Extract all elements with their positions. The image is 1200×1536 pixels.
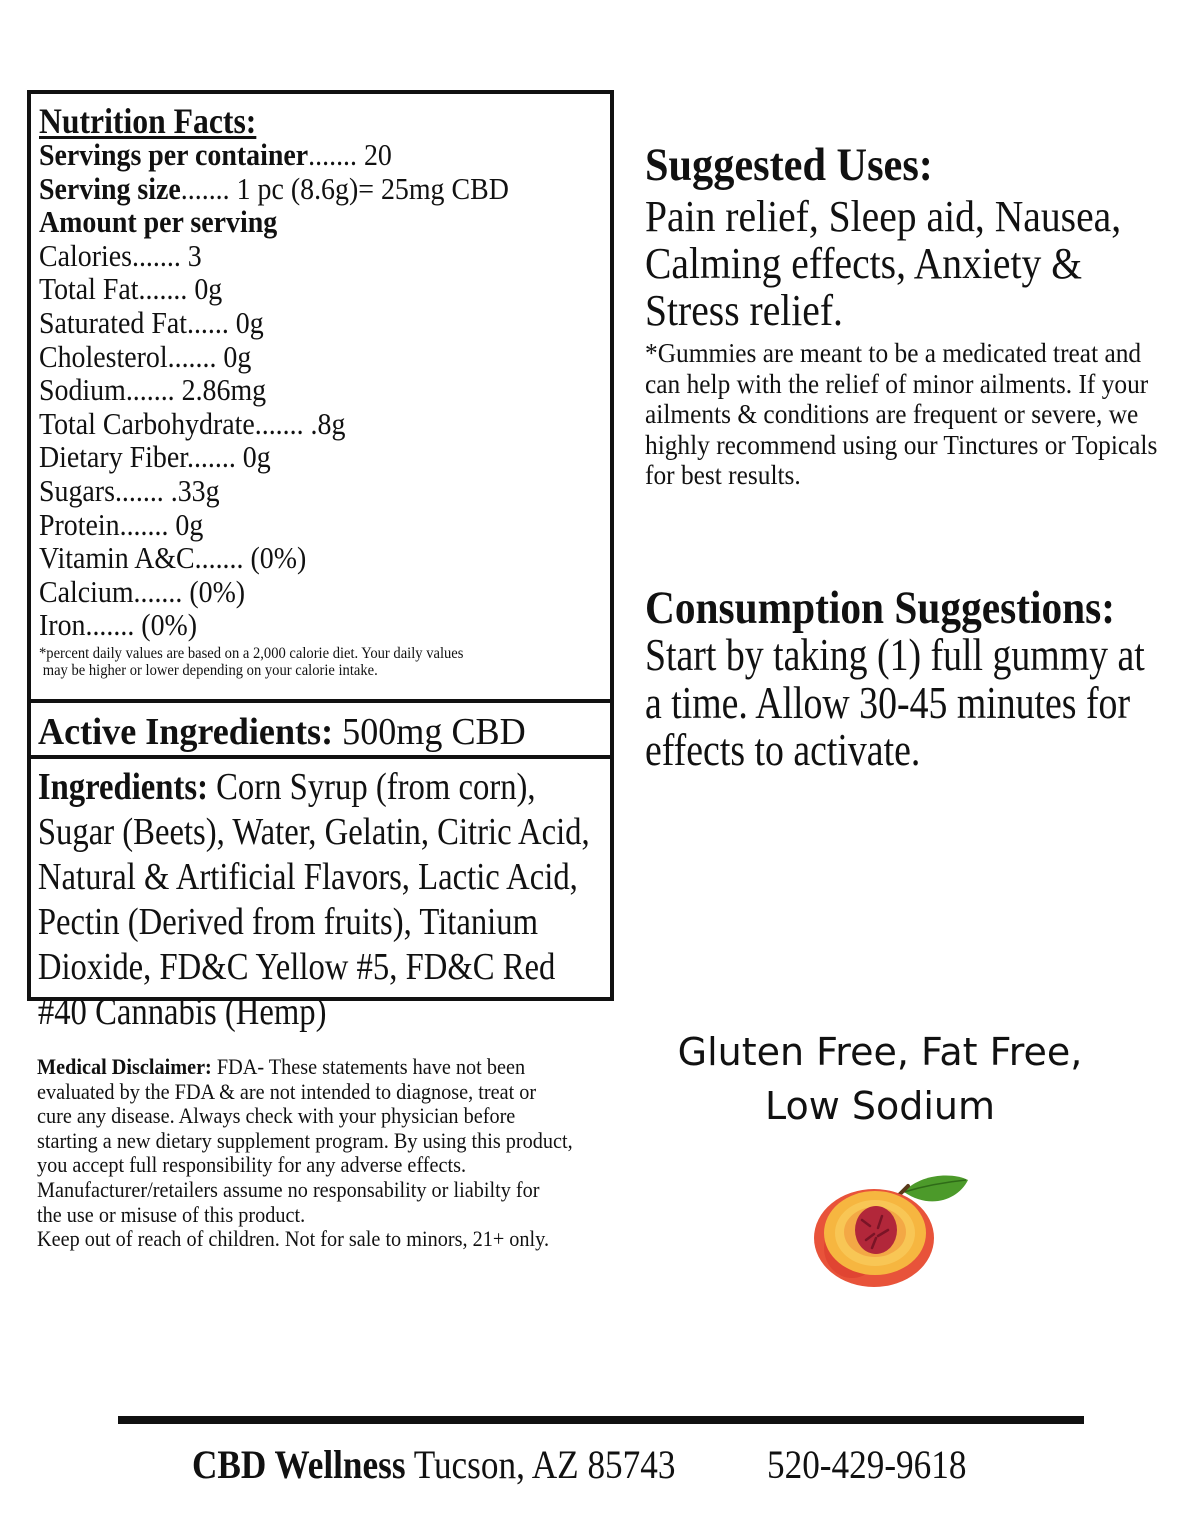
disclaimer-text: FDA- These statements have not been bbox=[211, 1054, 526, 1079]
nutrient-row: Saturated Fat...... 0g bbox=[39, 304, 264, 340]
ingredients-label: Ingredients: bbox=[37, 766, 208, 808]
disclaimer-line: you accept full responsibility for any adverse effects. bbox=[37, 1152, 467, 1178]
serving-size-row bbox=[39, 172, 553, 206]
servings-per-container-row bbox=[39, 138, 553, 172]
active-ingredients-section bbox=[31, 703, 610, 755]
amount-per-serving-label: Amount per serving bbox=[39, 204, 278, 240]
company-name: CBD Wellness bbox=[192, 1442, 406, 1487]
footer-company-address bbox=[192, 1443, 675, 1487]
nutrient-row: Sodium....... 2.86mg bbox=[39, 372, 267, 408]
dietary-claims-line: Low Sodium bbox=[764, 1084, 996, 1128]
nutrition-facts-section bbox=[31, 94, 610, 699]
suggested-uses-heading: Suggested Uses: bbox=[645, 139, 933, 191]
nutrient-row: Vitamin A&C....... (0%) bbox=[39, 540, 307, 576]
footer-divider bbox=[118, 1416, 1084, 1424]
disclaimer-line bbox=[37, 1055, 626, 1080]
nutrition-facts-title: Nutrition Facts: bbox=[39, 101, 257, 141]
ingredients-text: Corn Syrup (from corn), Sugar (Beets), Water, Gelatin, Citric Acid, Natural & Artificial Flavors, Lactic Acid, Pectin (Derived from fruits), Titanium Dioxide, FD&C Yellow #5, FD&C Red #40 Cannabis (Hemp) bbox=[37, 766, 590, 1033]
active-ingredients-value: 500mg CBD bbox=[333, 711, 526, 753]
disclaimer-line: the use or misuse of this product. bbox=[37, 1201, 306, 1227]
amount-per-serving-row bbox=[39, 205, 553, 239]
suggested-uses-note: *Gummies are meant to be a medicated treat and can help with the relief of minor ailments. If your ailments & conditions are frequent or severe, we highly recommend using our Tinctures or Topicals for best results. bbox=[645, 338, 1158, 490]
suggested-uses-text: Pain relief, Sleep aid, Nausea, Calming effects, Anxiety & Stress relief. bbox=[645, 192, 1122, 335]
footnote-line: may be higher or lower depending on your calorie intake. bbox=[42, 661, 378, 679]
disclaimer-line: Manufacturer/retailers assume no responsability or liabilty for bbox=[37, 1176, 540, 1202]
active-ingredients-label: Active Ingredients: bbox=[38, 711, 334, 753]
nutrient-row: Protein....... 0g bbox=[39, 506, 204, 542]
servings-value: ....... 20 bbox=[308, 137, 392, 172]
nutrition-facts-panel bbox=[27, 90, 614, 1033]
company-phone: 520-429-9618 bbox=[767, 1442, 967, 1487]
peach-icon bbox=[812, 1170, 970, 1288]
nutrient-row: Dietary Fiber....... 0g bbox=[39, 439, 271, 475]
consumption-suggestions-text: Start by taking (1) full gummy at a time. Allow 30-45 minutes for effects to activate. bbox=[645, 630, 1145, 775]
disclaimer-line: Keep out of reach of children. Not for sale to minors, 21+ only. bbox=[37, 1226, 550, 1252]
servings-label: Servings per container bbox=[39, 137, 309, 172]
daily-values-footnote bbox=[39, 645, 576, 679]
footnote-line: *percent daily values are based on a 2,000 calorie diet. Your daily values bbox=[39, 644, 464, 662]
nutrient-row: Cholesterol....... 0g bbox=[39, 338, 252, 374]
nutrient-row: Calories....... 3 bbox=[39, 237, 202, 273]
dietary-claims-line: Gluten Free, Fat Free, bbox=[677, 1030, 1083, 1074]
disclaimer-label: Medical Disclaimer: bbox=[37, 1054, 212, 1079]
nutrient-row: Calcium....... (0%) bbox=[39, 573, 246, 609]
disclaimer-line: starting a new dietary supplement program. By using this product, bbox=[37, 1127, 573, 1153]
medical-disclaimer bbox=[37, 1055, 626, 1252]
nutrient-row: Iron....... (0%) bbox=[39, 607, 198, 643]
ingredients-section bbox=[31, 759, 590, 1035]
dietary-claims bbox=[630, 1025, 1130, 1133]
company-address: Tucson, AZ 85743 bbox=[405, 1442, 676, 1487]
consumption-suggestions-heading: Consumption Suggestions: bbox=[645, 582, 1116, 634]
disclaimer-line: evaluated by the FDA & are not intended to diagnose, treat or bbox=[37, 1078, 537, 1104]
serving-size-label: Serving size bbox=[39, 170, 181, 206]
nutrient-row: Total Fat....... 0g bbox=[39, 271, 223, 307]
disclaimer-line: cure any disease. Always check with your physician before bbox=[37, 1103, 516, 1129]
nutrient-row: Sugars....... .33g bbox=[39, 472, 220, 508]
serving-size-value: ....... 1 pc (8.6g)= 25mg CBD bbox=[180, 170, 509, 206]
nutrient-row: Total Carbohydrate....... .8g bbox=[39, 405, 346, 441]
